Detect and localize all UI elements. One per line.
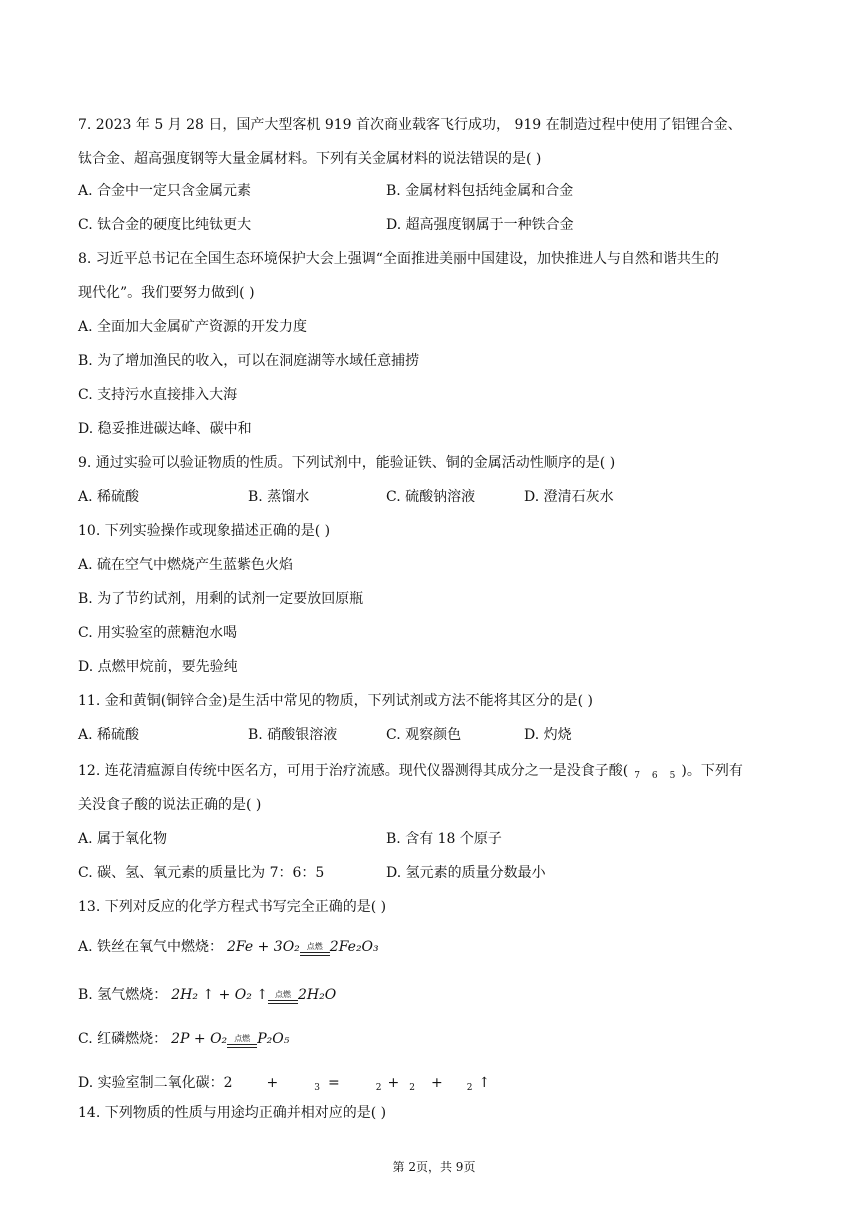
q10-option-d: D. 点燃甲烷前，要先验纯 bbox=[78, 659, 238, 675]
q13-b-formula bbox=[171, 987, 336, 1003]
q12-sub-h: 6 bbox=[651, 771, 658, 781]
q12-sub-c: 7 bbox=[634, 771, 640, 781]
q10-option-c: C. 用实验室的蔗糖泡水喝 bbox=[78, 625, 238, 641]
q13-a-right: 2Fe₂O₃ bbox=[329, 939, 379, 955]
q13-c-label: C. 红磷燃烧： bbox=[78, 1031, 168, 1047]
q12-stem-line2: 关没食子酸的说法正确的是( ) bbox=[78, 797, 262, 813]
q7-option-b: B. 金属材料包括纯金属和合金 bbox=[386, 183, 574, 199]
q13-b-cond-label: 点燃 bbox=[275, 990, 292, 999]
q13-d-sub2b: 2 bbox=[409, 1083, 415, 1093]
q9-option-b: B. 蒸馏水 bbox=[248, 489, 310, 505]
q7-option-c: C. 钛合金的硬度比纯钛更大 bbox=[78, 217, 252, 233]
q13-d-arrow: ↑ bbox=[478, 1075, 491, 1091]
q13-b-label: B. 氢气燃烧： bbox=[78, 987, 168, 1003]
q13-c-formula bbox=[171, 1031, 289, 1047]
q8-option-a: A. 全面加大金属矿产资源的开发力度 bbox=[78, 319, 308, 335]
q10-option-b: B. 为了节约试剂，用剩的试剂一定要放回原瓶 bbox=[78, 591, 364, 607]
q11-option-d: D. 灼烧 bbox=[524, 727, 572, 743]
q13-c-cond-label: 点燃 bbox=[234, 1034, 251, 1043]
q13-d-sub2c: 2 bbox=[466, 1083, 473, 1093]
q13-d-sub2a: 2 bbox=[375, 1083, 382, 1093]
q11-option-a: A. 稀硫酸 bbox=[78, 727, 140, 743]
q13-a-cond-label: 点燃 bbox=[306, 942, 323, 951]
q8-option-b: B. 为了增加渔民的收入，可以在洞庭湖等水域任意捕捞 bbox=[78, 353, 420, 369]
q8-stem-line1: 8. 习近平总书记在全国生态环境保护大会上强调“全面推进美丽中国建设，加快推进人与自然和谐共生的 bbox=[78, 251, 719, 267]
q9-option-c: C. 硫酸钠溶液 bbox=[386, 489, 476, 505]
q14-stem: 14. 下列物质的性质与用途均正确并相对应的是( ) bbox=[78, 1105, 387, 1121]
q13-b-condition bbox=[268, 991, 298, 1004]
q13-c-left: 2P + O₂ bbox=[171, 1031, 228, 1047]
q13-d-plus2: + bbox=[387, 1075, 400, 1091]
q13-option-a bbox=[78, 938, 379, 956]
q13-b-right: 2H₂O bbox=[298, 987, 337, 1003]
q7-stem-line2: 钛合金、超高强度钢等大量金属材料。下列有关金属材料的说法错误的是( ) bbox=[78, 151, 542, 167]
q8-option-c: C. 支持污水直接排入大海 bbox=[78, 387, 238, 403]
q11-option-c: C. 观察颜色 bbox=[386, 727, 462, 743]
q13-d-plus3: + bbox=[430, 1075, 443, 1091]
q11-option-b: B. 硝酸银溶液 bbox=[248, 727, 338, 743]
q13-b-left: 2H₂ ↑ + O₂ ↑ bbox=[171, 987, 269, 1003]
q7-option-a: A. 合金中一定只含金属元素 bbox=[78, 183, 252, 199]
q13-a-left: 2Fe + 3O₂ bbox=[227, 939, 300, 955]
q13-a-label: A. 铁丝在氧气中燃烧： bbox=[78, 939, 224, 955]
q8-option-d: D. 稳妥推进碳达峰、碳中和 bbox=[78, 421, 252, 437]
q13-option-b bbox=[78, 986, 336, 1004]
q7-option-d: D. 超高强度钢属于一种铁合金 bbox=[386, 217, 574, 233]
q12-stem-text: 12. 连花清瘟源自传统中医名方，可用于治疗流感。现代仪器测得其成分之一是没食子酸( bbox=[78, 763, 629, 779]
q12-option-d: D. 氢元素的质量分数最小 bbox=[386, 865, 546, 881]
q9-option-d: D. 澄清石灰水 bbox=[524, 489, 614, 505]
q12-option-b: B. 含有 18 个原子 bbox=[386, 831, 502, 847]
q8-stem-line2: 现代化”。我们要努力做到( ) bbox=[78, 285, 255, 301]
q10-option-a: A. 硫在空气中燃烧产生蓝紫色火焰 bbox=[78, 557, 294, 573]
q13-a-formula bbox=[227, 939, 379, 955]
q13-d-sub3: 3 bbox=[314, 1083, 321, 1093]
q13-stem: 13. 下列对反应的化学方程式书写完全正确的是( ) bbox=[78, 899, 387, 915]
q12-stem-line1 bbox=[78, 762, 743, 785]
q13-option-c bbox=[78, 1030, 289, 1048]
q13-d-label: D. 实验室制二氧化碳：2 bbox=[78, 1075, 233, 1091]
q13-c-right: P₂O₅ bbox=[257, 1031, 290, 1047]
q13-c-condition bbox=[227, 1035, 257, 1048]
q12-option-c: C. 碳、氢、氧元素的质量比为 7：6：5 bbox=[78, 865, 325, 881]
q10-stem: 10. 下列实验操作或现象描述正确的是( ) bbox=[78, 523, 331, 539]
q13-a-condition bbox=[300, 943, 330, 956]
q12-sub-o: 5 bbox=[669, 771, 676, 781]
q13-d-eq: = bbox=[328, 1075, 340, 1091]
page-footer: 第 2页，共 9页 bbox=[392, 1160, 476, 1174]
q12-option-a: A. 属于氧化物 bbox=[78, 831, 168, 847]
q7-stem-line1: 7. 2023 年 5 月 28 日，国产大型客机 919 首次商业载客飞行成功， 919 在制造过程中使用了铝锂合金、 bbox=[78, 117, 742, 133]
q13-option-d bbox=[78, 1074, 490, 1097]
q9-option-a: A. 稀硫酸 bbox=[78, 489, 140, 505]
q13-d-plus1: + bbox=[266, 1075, 279, 1091]
q11-stem: 11. 金和黄铜(铜锌合金)是生活中常见的物质，下列试剂或方法不能将其区分的是( ) bbox=[78, 693, 594, 709]
q9-stem: 9. 通过实验可以验证物质的性质。下列试剂中，能验证铁、铜的金属活动性顺序的是( ) bbox=[78, 455, 616, 471]
q12-stem-end: )。下列有 bbox=[681, 763, 743, 779]
